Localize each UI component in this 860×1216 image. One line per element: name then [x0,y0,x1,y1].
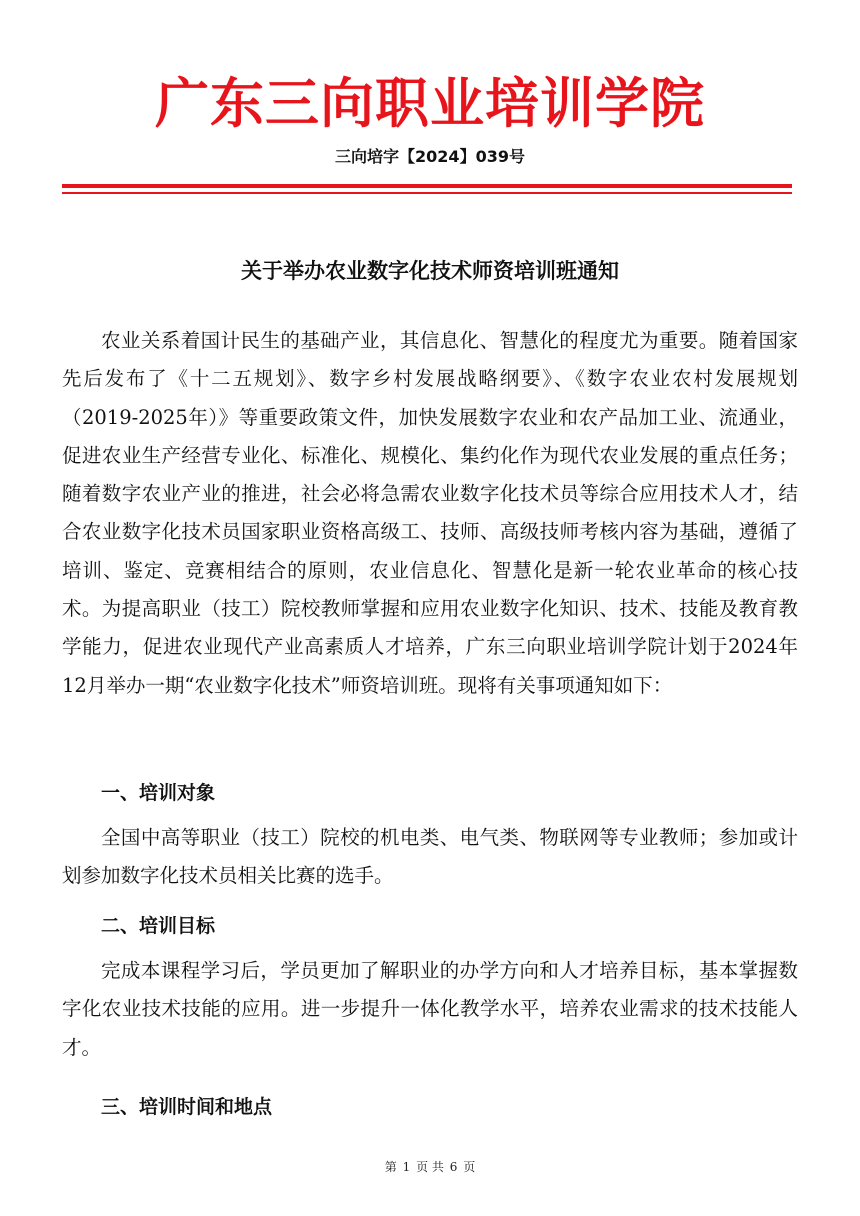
page-footer [0,1158,860,1176]
document-number: 三向培字【2024】039号 [335,147,525,166]
section-heading-training-target: 一、培训对象 [101,782,216,804]
section-text-training-target: 全国中高等职业（技工）院校的机电类、电气类、物联网等专业教师；参加或计划参加数字化技术员相关比赛的选手。 [62,826,798,888]
section-text-training-goal: 完成本课程学习后，学员更加了解职业的办学方向和人才培养目标，基本掌握数字化农业技术技能的应用。进一步提升一体化教学水平，培养农业需求的技术技能人才。 [62,959,798,1059]
footer-prefix: 第 [384,1160,397,1174]
intro-paragraph: 农业关系着国计民生的基础产业，其信息化、智慧化的程度尤为重要。随着国家先后发布了《十二五规划》、数字乡村发展战略纲要》、《数字农业农村发展规划（2019-2025年）》等重要政策文件，加快发展数字农业和农产品加工业、流通业，促进农业生产经营专业化、标准化、规模化、集约化作为现代农业发展的重点任务；随着数字农业产业的推进，社会必将急需农业数字化技术员等综合应用技术人才，结合农业数字化技术员国家职业资格高级工、技师、高级技师考核内容为基础，遵循了培训、鉴定、竞赛相结合的原则，农业信息化、智慧化是新一轮农业革命的核心技术。为提高职业（技工）院校教师掌握和应用农业数字化知识、技术、技能及教育教学能力，促进农业现代产业高素质人才培养，广东三向职业培训学院计划于2024年12月举办一期“农业数字化技术”师资培训班。现将有关事项通知如下： [62,329,798,697]
footer-page-current: 1 [402,1160,411,1174]
section-heading-training-goal: 二、培训目标 [101,915,216,937]
footer-suffix: 页 [463,1160,476,1174]
header-red-rule-thin [62,192,792,194]
notice-title: 关于举办农业数字化技术师资培训班通知 [241,259,619,283]
institution-title: 广东三向职业培训学院 [155,71,705,135]
footer-middle: 页 共 [416,1160,444,1174]
header-red-rule-thick [62,184,792,188]
section-heading-time-and-place: 三、培训时间和地点 [101,1096,273,1118]
footer-page-total: 6 [449,1160,458,1174]
